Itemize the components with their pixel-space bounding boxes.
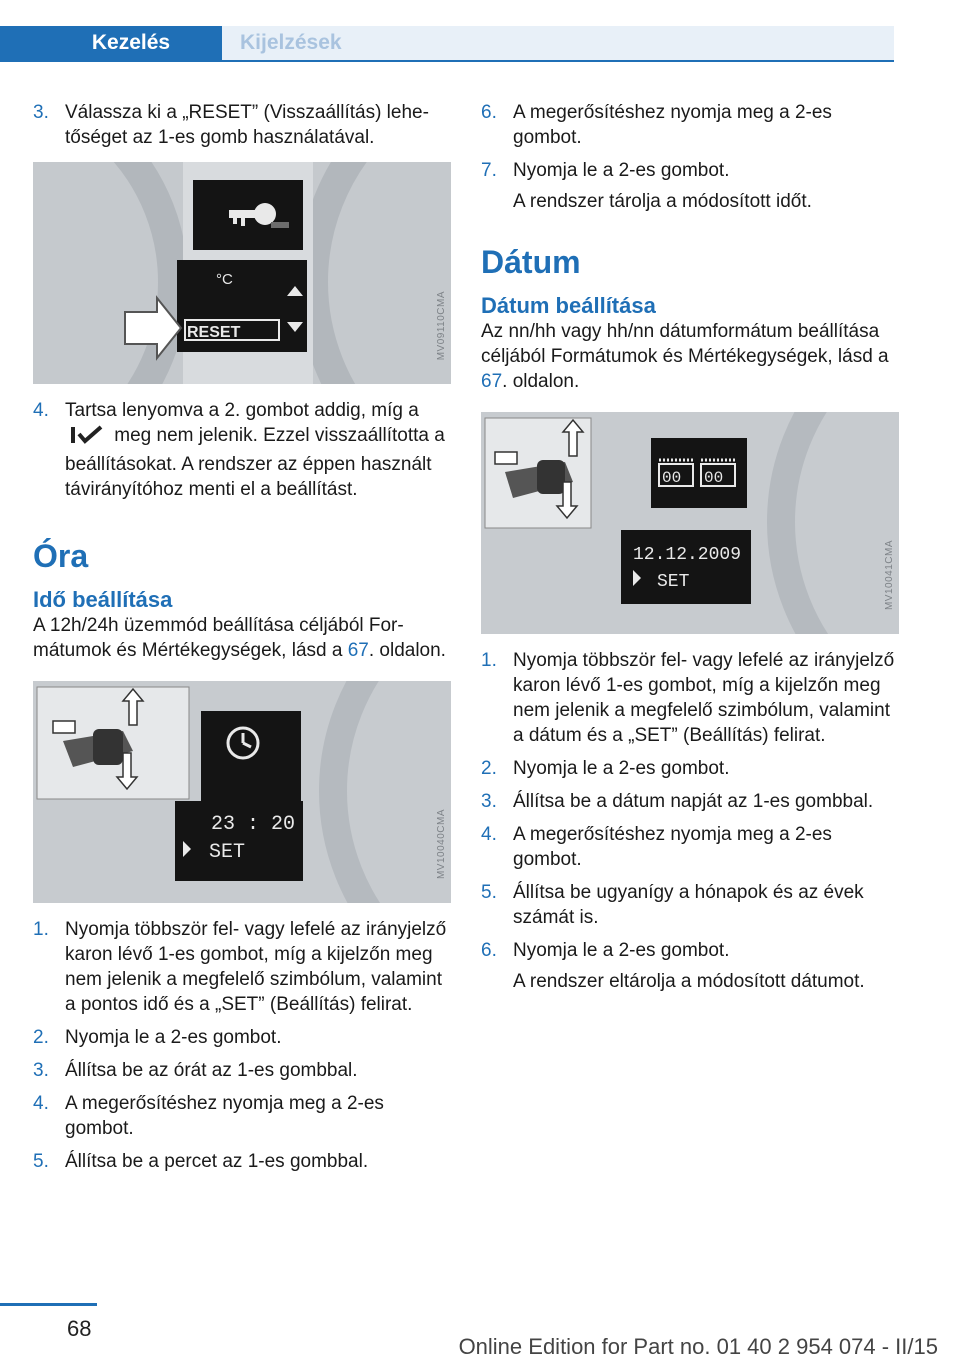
intro-paragraph [33,613,451,663]
intro-text: . oldalon. [502,371,580,392]
figure-code: MV09110CMA [436,290,447,360]
checkmark-icon [71,425,103,452]
step-number: 2. [33,1027,49,1048]
time-display-figure [33,681,451,903]
step-text: Állítsa be az órát az 1-es gombbal. [65,1060,358,1081]
tab-kijelzesek[interactable]: Kijelzések [222,26,894,60]
step-number: 5. [33,1151,49,1172]
reset-label: RESET [187,324,241,341]
date-value: 12.12.2009 [633,545,742,565]
step-number: 3. [481,791,497,812]
header-divider [0,60,894,62]
step-number: 7. [481,160,497,181]
intro-text: . oldalon. [368,640,446,661]
figure-code: MV10041CMA [884,539,895,610]
steps-list [33,917,451,1174]
list-item [33,100,451,150]
step-text: A megerősítéshez nyomja meg a 2-es gombot. [65,1093,384,1139]
step-text: Nyomja többször fel- vagy lefelé az irányjelző karon lévő 1-es gombot, míg a kijelzőn meg nem jelenik a megfelelő szimbólum, valamint a dátum és a „SET” (Beállítás) felirat. [513,650,895,746]
intro-text: A 12h/24h üzemmód beállítása céljából Formátumok és Mértékegységek, lásd a [33,615,404,661]
step-number: 6. [481,102,497,123]
svg-text:00: 00 [662,469,682,487]
step-text-part: Tartsa lenyomva a 2. gombot addig, míg a [65,400,419,421]
list-item [481,938,899,963]
step-text: Állítsa be ugyanígy a hónapok és az évek számát is. [513,882,864,928]
section-heading-ora: Óra [33,538,89,574]
list-item [33,398,451,502]
subsection-heading: Idő beállítása [33,587,173,612]
steps-list [481,648,899,994]
step-text: A megerősítéshez nyomja meg a 2-es gombot. [513,102,832,148]
list-item [33,1091,451,1141]
step-number: 2. [481,758,497,779]
step-text: Válassza ki a „RESET” (Visszaállítás) lehetőséget az 1-es gomb használatával. [65,102,429,148]
figure-code: MV10040CMA [436,808,447,879]
edition-label: Online Edition for Part no. 01 40 2 954 074 - II/15 [458,1334,938,1359]
right-column [481,100,899,1002]
set-label: SET [209,841,246,864]
header-tabs [0,0,960,62]
tab-kezeles[interactable]: Kezelés [0,26,222,60]
page-link[interactable]: 67 [481,371,503,392]
step-text: Nyomja le a 2-es gombot. [513,160,730,181]
step-number: 5. [481,882,497,903]
intro-paragraph [481,319,899,394]
set-label: SET [657,572,690,592]
step-number: 4. [33,1093,49,1114]
list-item [33,917,451,1017]
step-number: 4. [481,824,497,845]
footer-divider [0,1303,97,1306]
list-item [481,648,899,748]
step-text: Nyomja le a 2-es gombot. [513,758,730,779]
step-number: 6. [481,940,497,961]
step-text: Nyomja többször fel- vagy lefelé az irányjelző karon lévő 1-es gombot, míg a kijelzőn meg nem jelenik a megfelelő szimbólum, valamint a pontos idő és a „SET” (Beállítás) felirat. [65,919,447,1015]
step-number: 1. [33,919,49,940]
step-text: Nyomja le a 2-es gombot. [513,940,730,961]
subsection-heading: Dátum beállítása [481,293,656,318]
unit-label: °C [216,271,233,288]
step-text: Állítsa be a percet az 1-es gombbal. [65,1151,369,1172]
left-column [33,100,451,1182]
step-text-part: meg nem jelenik. Ezzel visszaállította a beállításokat. A rendszer az éppen használt távirányítóhoz menti el a beállítást. [65,425,445,500]
step-number: 4. [33,400,49,421]
list-item [481,822,899,872]
intro-text: Az nn/hh vagy hh/nn dátumformátum beállítása céljából Formátumok és Mértékegységek, lásd a [481,321,889,367]
reset-display-figure [33,162,451,384]
list-item [33,1025,451,1050]
list-item [481,100,899,150]
list-item [481,158,899,183]
step-number: 3. [33,102,49,123]
step-subtext: A rendszer eltárolja a módosított dátumot. [513,971,865,992]
time-value: 23 : 20 [211,813,296,836]
list-item [33,1149,451,1174]
step-number: 3. [33,1060,49,1081]
section-heading-datum: Dátum [481,244,581,280]
step-text [65,398,451,502]
svg-text:00: 00 [704,469,724,487]
step-text: Nyomja le a 2-es gombot. [65,1027,282,1048]
list-item [33,1058,451,1083]
list-item [481,756,899,781]
step-number: 1. [481,650,497,671]
step-subtext: A rendszer tárolja a módosított időt. [513,191,812,212]
date-display-figure [481,412,899,634]
page-number: 68 [67,1316,92,1341]
step-text: Állítsa be a dátum napját az 1-es gombbal. [513,791,874,812]
list-item [481,880,899,930]
page-link[interactable]: 67 [347,640,369,661]
step-text: A megerősítéshez nyomja meg a 2-es gombot. [513,824,832,870]
list-item [481,789,899,814]
